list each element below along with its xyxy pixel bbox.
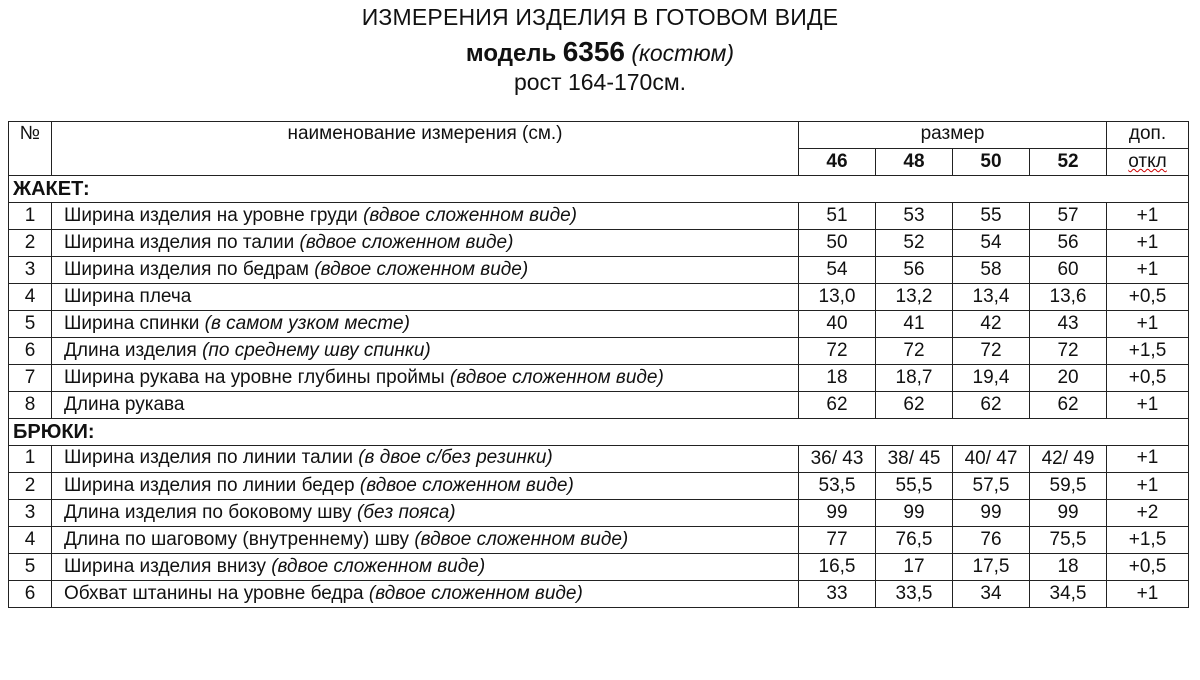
size-value: 34 (953, 581, 1030, 608)
row-number: 5 (9, 554, 52, 581)
measurement-name-cell (52, 527, 799, 554)
col-size-header: размер (799, 122, 1107, 149)
measurement-name: Ширина изделия по бедрам (64, 259, 309, 280)
size-46-header: 46 (799, 149, 876, 176)
model-type: (костюм) (631, 40, 735, 66)
size-value: 40/ 47 (953, 446, 1030, 473)
row-number: 6 (9, 338, 52, 365)
size-value: 13,2 (876, 284, 953, 311)
row-number: 2 (9, 230, 52, 257)
row-number: 5 (9, 311, 52, 338)
size-value: 62 (799, 392, 876, 419)
row-number: 6 (9, 581, 52, 608)
measurement-note: (в самом узком месте) (204, 313, 410, 334)
size-value: 13,6 (1030, 284, 1107, 311)
size-value: 55,5 (876, 473, 953, 500)
section-title: ЖАКЕТ: (9, 176, 1189, 203)
tolerance-value: +1,5 (1107, 338, 1189, 365)
section-row (9, 176, 1189, 203)
document-title: ИЗМЕРЕНИЯ ИЗДЕЛИЯ В ГОТОВОМ ВИДЕ (361, 4, 839, 30)
measurement-name-cell (52, 500, 799, 527)
col-tol-header-2-text: откл (1128, 151, 1167, 172)
size-value: 54 (799, 257, 876, 284)
tolerance-value: +1 (1107, 230, 1189, 257)
measurement-note: (вдвое сложенном виде) (271, 556, 486, 577)
tolerance-value: +1 (1107, 392, 1189, 419)
row-number: 1 (9, 446, 52, 473)
measurement-note: (в двое с/без резинки) (358, 447, 553, 468)
size-value: 57,5 (953, 473, 1030, 500)
measurement-name: Ширина плеча (64, 286, 192, 307)
measurement-name: Длина изделия (64, 340, 197, 361)
measurement-note: (вдвое сложенном виде) (359, 475, 574, 496)
size-value: 43 (1030, 311, 1107, 338)
size-value: 57 (1030, 203, 1107, 230)
size-value: 16,5 (799, 554, 876, 581)
size-value: 41 (876, 311, 953, 338)
measurement-name: Длина изделия по боковому шву (64, 502, 352, 523)
size-value: 62 (953, 392, 1030, 419)
measurement-note: (вдвое сложенном виде) (299, 232, 514, 253)
size-value: 13,4 (953, 284, 1030, 311)
table-row (9, 473, 1189, 500)
size-value: 52 (876, 230, 953, 257)
col-tol-header-1: доп. (1107, 122, 1189, 149)
size-value: 17 (876, 554, 953, 581)
size-value: 58 (953, 257, 1030, 284)
size-value: 56 (876, 257, 953, 284)
measurement-name-cell (52, 230, 799, 257)
height-line: рост 164-170см. (513, 69, 687, 95)
table-row (9, 230, 1189, 257)
size-value: 62 (876, 392, 953, 419)
col-name-header: наименование измерения (см.) (52, 122, 799, 176)
size-value: 72 (876, 338, 953, 365)
measurement-name-cell (52, 311, 799, 338)
size-value: 62 (1030, 392, 1107, 419)
size-value: 72 (799, 338, 876, 365)
measurement-name: Ширина изделия по линии бедер (64, 475, 355, 496)
size-value: 53,5 (799, 473, 876, 500)
measurement-note: (вдвое сложенном виде) (368, 583, 583, 604)
tolerance-value: +0,5 (1107, 284, 1189, 311)
measurement-name-cell (52, 203, 799, 230)
tolerance-value: +0,5 (1107, 365, 1189, 392)
tolerance-value: +1 (1107, 473, 1189, 500)
size-value: 51 (799, 203, 876, 230)
model-line (0, 36, 1200, 68)
measurement-name: Ширина изделия по линии талии (64, 447, 353, 468)
size-value: 40 (799, 311, 876, 338)
model-label: модель (465, 40, 557, 67)
row-number: 1 (9, 203, 52, 230)
size-value: 76,5 (876, 527, 953, 554)
col-tol-header-2 (1107, 149, 1189, 176)
measurement-name: Ширина изделия на уровне груди (64, 205, 358, 226)
measurement-note: (по среднему шву спинки) (202, 340, 431, 361)
measurement-note: (вдвое сложенном виде) (449, 367, 664, 388)
measurement-name: Длина рукава (64, 394, 185, 415)
size-48-header: 48 (876, 149, 953, 176)
size-value: 99 (1030, 500, 1107, 527)
size-value: 99 (953, 500, 1030, 527)
table-row (9, 203, 1189, 230)
size-value: 42 (953, 311, 1030, 338)
col-no-header: № (9, 122, 52, 176)
size-value: 60 (1030, 257, 1107, 284)
row-number: 3 (9, 257, 52, 284)
measurement-name: Ширина спинки (64, 313, 200, 334)
table-row (9, 392, 1189, 419)
size-value: 17,5 (953, 554, 1030, 581)
size-value: 75,5 (1030, 527, 1107, 554)
size-value: 42/ 49 (1030, 446, 1107, 473)
size-value: 13,0 (799, 284, 876, 311)
measurement-name: Обхват штанины на уровне бедра (64, 583, 364, 604)
measurement-name: Ширина изделия внизу (64, 556, 266, 577)
size-value: 50 (799, 230, 876, 257)
size-50-header: 50 (953, 149, 1030, 176)
size-value: 72 (1030, 338, 1107, 365)
size-value: 55 (953, 203, 1030, 230)
size-value: 59,5 (1030, 473, 1107, 500)
table-row (9, 338, 1189, 365)
size-52-header: 52 (1030, 149, 1107, 176)
size-value: 36/ 43 (799, 446, 876, 473)
table-row (9, 365, 1189, 392)
table-row (9, 500, 1189, 527)
measurement-name: Ширина рукава на уровне глубины проймы (64, 367, 445, 388)
size-value: 18 (799, 365, 876, 392)
table-row (9, 527, 1189, 554)
tolerance-value: +1 (1107, 311, 1189, 338)
tolerance-value: +0,5 (1107, 554, 1189, 581)
row-number: 2 (9, 473, 52, 500)
measurement-note: (вдвое сложенном виде) (314, 259, 529, 280)
table-row (9, 581, 1189, 608)
size-value: 20 (1030, 365, 1107, 392)
measurements-table (8, 121, 1189, 608)
measurement-note: (без пояса) (356, 502, 456, 523)
table-row (9, 311, 1189, 338)
measurement-name-cell (52, 365, 799, 392)
row-number: 8 (9, 392, 52, 419)
section-title: БРЮКИ: (9, 419, 1189, 446)
tolerance-value: +1 (1107, 446, 1189, 473)
tolerance-value: +1,5 (1107, 527, 1189, 554)
measurement-note: (вдвое сложенном виде) (414, 529, 629, 550)
tolerance-value: +2 (1107, 500, 1189, 527)
size-value: 77 (799, 527, 876, 554)
size-value: 19,4 (953, 365, 1030, 392)
size-value: 54 (953, 230, 1030, 257)
row-number: 4 (9, 284, 52, 311)
table-row (9, 554, 1189, 581)
tolerance-value: +1 (1107, 203, 1189, 230)
measurement-name-cell (52, 257, 799, 284)
size-value: 34,5 (1030, 581, 1107, 608)
row-number: 4 (9, 527, 52, 554)
size-value: 18,7 (876, 365, 953, 392)
model-number: 6356 (562, 36, 625, 67)
size-value: 99 (876, 500, 953, 527)
table-row (9, 284, 1189, 311)
table-row (9, 446, 1189, 473)
measurement-name-cell (52, 446, 799, 473)
measurement-name-cell (52, 581, 799, 608)
size-value: 56 (1030, 230, 1107, 257)
measurement-name-cell (52, 392, 799, 419)
row-number: 7 (9, 365, 52, 392)
measurement-name-cell (52, 338, 799, 365)
table-row (9, 257, 1189, 284)
size-value: 76 (953, 527, 1030, 554)
table-header-row (9, 122, 1189, 149)
size-value: 72 (953, 338, 1030, 365)
row-number: 3 (9, 500, 52, 527)
section-row (9, 419, 1189, 446)
measurement-name-cell (52, 284, 799, 311)
size-value: 18 (1030, 554, 1107, 581)
size-value: 53 (876, 203, 953, 230)
size-value: 33 (799, 581, 876, 608)
size-value: 33,5 (876, 581, 953, 608)
measurement-name-cell (52, 554, 799, 581)
size-value: 99 (799, 500, 876, 527)
measurement-name-cell (52, 473, 799, 500)
size-value: 38/ 45 (876, 446, 953, 473)
tolerance-value: +1 (1107, 581, 1189, 608)
measurement-note: (вдвое сложенном виде) (363, 205, 577, 226)
measurement-name: Ширина изделия по талии (64, 232, 295, 253)
measurement-name: Длина по шаговому (внутреннему) шву (64, 529, 410, 550)
tolerance-value: +1 (1107, 257, 1189, 284)
